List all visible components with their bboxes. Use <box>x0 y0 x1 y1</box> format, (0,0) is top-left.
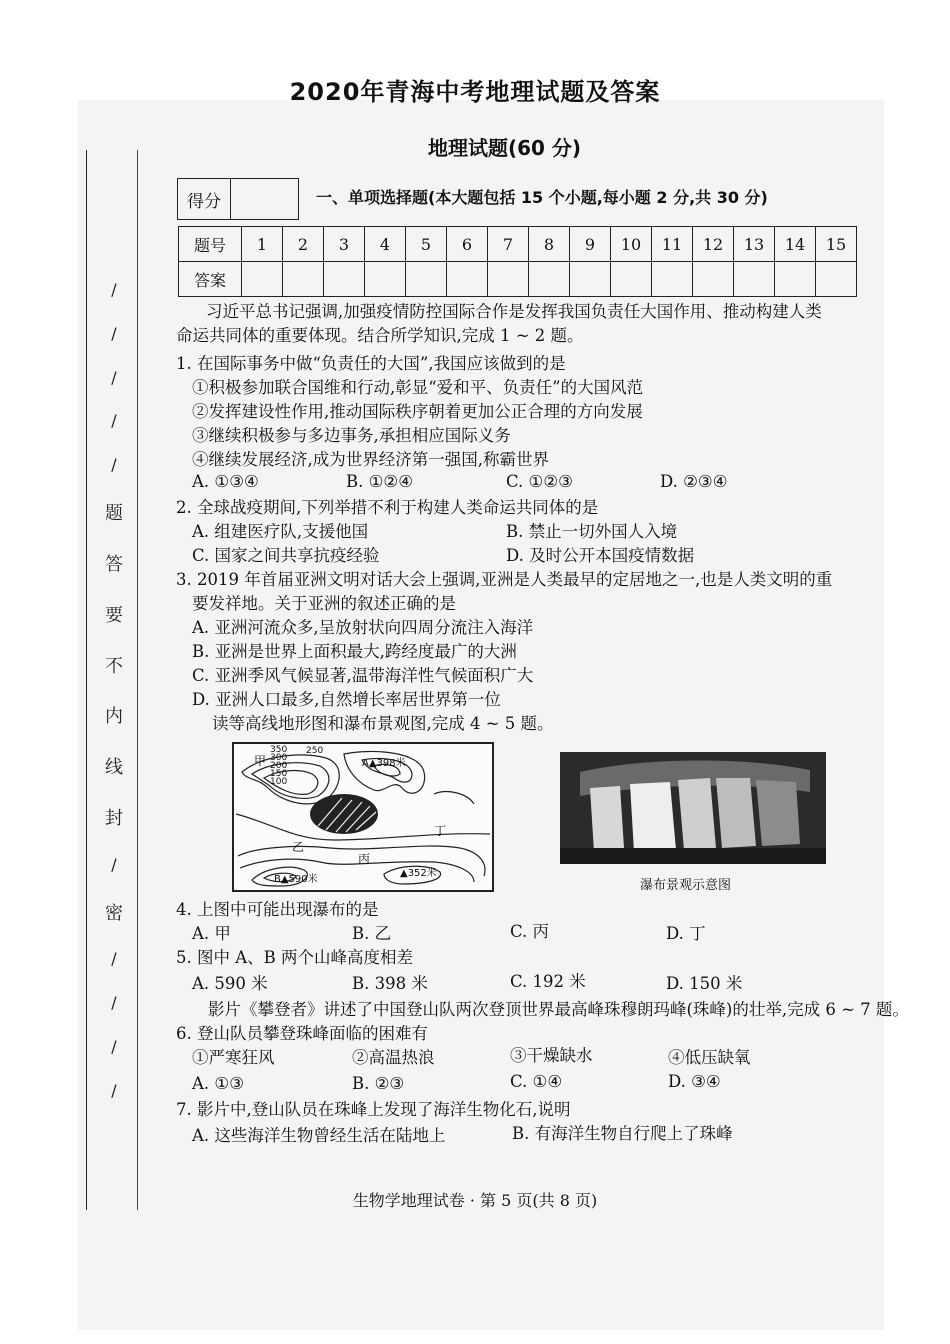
answer-cell[interactable] <box>693 262 734 297</box>
waterfall-stream <box>678 778 716 850</box>
q3-option-b[interactable]: B. 亚洲是世界上面积最大,跨经度最广的大洲 <box>192 642 517 661</box>
q5-stem: 5. 图中 A、B 两个山峰高度相差 <box>176 948 414 967</box>
q6-option-c[interactable]: C. ①④ <box>510 1072 563 1091</box>
seal-char: 答 <box>105 553 123 575</box>
photo-caption: 瀑布景观示意图 <box>640 878 732 893</box>
q1-option-d[interactable]: D. ②③④ <box>660 472 728 491</box>
seal-line-outer <box>86 150 87 1210</box>
seal-char: 题 <box>105 503 123 525</box>
contour-value: 150 <box>270 769 288 779</box>
score-label: 得分 <box>178 179 231 219</box>
seal-slash: / <box>111 280 117 299</box>
q2-stem: 2. 全球战疫期间,下列举措不利于构建人类命运共同体的是 <box>176 498 599 517</box>
intro-6-7: 影片《攀登者》讲述了中国登山队两次登顶世界最高峰珠穆朗玛峰(珠峰)的壮举,完成 6 ~ 7 题。 <box>208 1000 909 1019</box>
answer-cell[interactable] <box>242 262 283 297</box>
q4-option-d[interactable]: D. 丁 <box>666 924 706 943</box>
intro-1-2-line2: 命运共同体的重要体现。结合所学知识,完成 1 ~ 2 题。 <box>176 326 584 345</box>
q3-stem-line2: 要发祥地。关于亚洲的叙述正确的是 <box>192 594 456 613</box>
contour-map <box>232 742 494 892</box>
q1-stem: 1. 在国际事务中做“负责任的大国”,我国应该做到的是 <box>176 354 566 373</box>
answer-cell[interactable] <box>365 262 406 297</box>
answer-cell[interactable] <box>283 262 324 297</box>
q3-stem-line1: 3. 2019 年首届亚洲文明对话大会上强调,亚洲是人类最早的定居地之一,也是人类文明的重 <box>176 570 833 589</box>
question-number-cell: 15 <box>816 227 857 262</box>
answer-cell[interactable] <box>488 262 529 297</box>
waterfall-photo <box>560 752 826 864</box>
answer-table <box>178 226 857 297</box>
waterfall-stream <box>590 786 624 852</box>
question-number-cell: 5 <box>406 227 447 262</box>
answer-cell[interactable] <box>611 262 652 297</box>
page-footer: 生物学地理试卷 · 第 5 页(共 8 页) <box>352 1191 598 1210</box>
question-number-cell: 1 <box>242 227 283 262</box>
answer-cell[interactable] <box>734 262 775 297</box>
q1-item-2: ②发挥建设性作用,推动国际秩序朝着更加公正合理的方向发展 <box>192 402 643 421</box>
contour-value: 100 <box>270 777 288 787</box>
q6-item-4: ④低压缺氧 <box>668 1048 751 1067</box>
seal-slash: / <box>111 1080 117 1100</box>
peak-b-label: B▲590米 <box>274 874 318 885</box>
q1-option-b[interactable]: B. ①②④ <box>346 472 413 491</box>
q7-option-a[interactable]: A. 这些海洋生物曾经生活在陆地上 <box>192 1126 446 1145</box>
seal-char: 内 <box>105 706 123 728</box>
contour-line <box>434 792 474 804</box>
q5-option-d[interactable]: D. 150 米 <box>666 974 743 993</box>
contour-value: 200 <box>270 761 288 771</box>
seal-slash: / <box>111 949 117 969</box>
q1-item-3: ③继续积极参与多边事务,承担相应国际义务 <box>192 426 511 445</box>
map-label-jia: 甲 <box>254 754 267 768</box>
answer-cell[interactable] <box>406 262 447 297</box>
answer-cell[interactable] <box>570 262 611 297</box>
waterfall-stream <box>756 780 800 846</box>
q6-option-d[interactable]: D. ③④ <box>668 1072 721 1091</box>
q6-item-3: ③干燥缺水 <box>510 1046 593 1065</box>
peak-352-label: ▲352米 <box>400 868 437 879</box>
seal-char: 密 <box>105 902 123 924</box>
q4-option-b[interactable]: B. 乙 <box>352 924 392 943</box>
q7-option-b[interactable]: B. 有海洋生物自行爬上了珠峰 <box>512 1124 733 1143</box>
seal-slash: / <box>111 993 117 1013</box>
question-number-cell: 2 <box>283 227 324 262</box>
q1-option-a[interactable]: A. ①③④ <box>192 472 259 491</box>
answer-table-number-row <box>179 227 857 262</box>
question-number-cell: 10 <box>611 227 652 262</box>
score-field[interactable] <box>231 179 298 219</box>
seal-slash: / <box>111 455 117 475</box>
score-box <box>177 178 299 220</box>
q6-item-2: ②高温热浪 <box>352 1048 435 1067</box>
answer-cell[interactable] <box>816 262 857 297</box>
map-label-yi: 乙 <box>292 840 305 854</box>
question-number-cell: 14 <box>775 227 816 262</box>
q1-option-c[interactable]: C. ①②③ <box>506 472 573 491</box>
answer-cell[interactable] <box>775 262 816 297</box>
contour-value: 250 <box>306 746 324 756</box>
document-title: 2020年青海中考地理试题及答案 <box>289 78 661 106</box>
question-number-cell: 7 <box>488 227 529 262</box>
q4-option-c[interactable]: C. 丙 <box>510 922 550 941</box>
seal-line-inner <box>137 150 138 1210</box>
contour-value: 300 <box>270 753 288 763</box>
q3-option-c[interactable]: C. 亚洲季风气候显著,温带海洋性气候面积广大 <box>192 666 534 685</box>
contour-value-labels <box>270 746 287 786</box>
q1-item-1: ①积极参加联合国维和行动,彰显“爱和平、负责任”的大国风范 <box>192 378 644 397</box>
q4-option-a[interactable]: A. 甲 <box>192 924 231 943</box>
q3-option-d[interactable]: D. 亚洲人口最多,自然增长率居世界第一位 <box>192 690 501 709</box>
answer-table-answer-row <box>179 262 857 297</box>
q2-option-d[interactable]: D. 及时公开本国疫情数据 <box>506 546 695 565</box>
question-number-cell: 11 <box>652 227 693 262</box>
seal-margin <box>96 280 132 1100</box>
question-number-cell: 12 <box>693 227 734 262</box>
question-number-cell: 3 <box>324 227 365 262</box>
q3-option-a[interactable]: A. 亚洲河流众多,呈放射状向四周分流注入海洋 <box>192 618 534 637</box>
map-label-ding: 丁 <box>434 824 447 838</box>
number-row-label: 题号 <box>179 227 242 262</box>
contour-value: 350 <box>270 745 288 755</box>
question-number-cell: 6 <box>447 227 488 262</box>
question-number-cell: 8 <box>529 227 570 262</box>
answer-cell[interactable] <box>529 262 570 297</box>
q7-stem: 7. 影片中,登山队员在珠峰上发现了海洋生物化石,说明 <box>176 1100 571 1119</box>
q2-option-a[interactable]: A. 组建医疗队,支援他国 <box>192 522 369 541</box>
q5-option-b[interactable]: B. 398 米 <box>352 974 428 993</box>
seal-slash: / <box>111 367 117 387</box>
seal-slash: / <box>111 854 117 874</box>
answer-row-label: 答案 <box>179 262 242 297</box>
question-number-cell: 9 <box>570 227 611 262</box>
q1-item-4: ④继续发展经济,成为世界经济第一强国,称霸世界 <box>192 450 549 469</box>
q6-stem: 6. 登山队员攀登珠峰面临的困难有 <box>176 1024 428 1043</box>
hatched-area <box>310 794 378 834</box>
question-number-cell: 4 <box>365 227 406 262</box>
seal-slash: / <box>111 411 117 431</box>
seal-char: 不 <box>105 655 123 677</box>
question-number-cell: 13 <box>734 227 775 262</box>
intro-4-5: 读等高线地形图和瀑布景观图,完成 4 ~ 5 题。 <box>212 714 554 733</box>
seal-char: 线 <box>105 757 123 779</box>
answer-cell[interactable] <box>652 262 693 297</box>
intro-1-2-line1: 习近平总书记强调,加强疫情防控国际合作是发挥我国负责任大国作用、推动构建人类 <box>206 302 822 321</box>
map-label-bing: 丙 <box>358 852 371 866</box>
waterfall-stream <box>716 778 756 848</box>
q6-item-1: ①严寒狂风 <box>192 1048 275 1067</box>
seal-char: 要 <box>105 604 123 626</box>
peak-a-label: A▲398米 <box>362 758 406 769</box>
waterfall-stream <box>630 782 676 852</box>
section-title: 地理试题(60 分) <box>428 136 582 160</box>
q2-option-b[interactable]: B. 禁止一切外国人入境 <box>506 522 678 541</box>
q2-option-c[interactable]: C. 国家之间共享抗疫经验 <box>192 546 380 565</box>
q5-option-c[interactable]: C. 192 米 <box>510 972 586 991</box>
seal-char: 封 <box>105 807 123 829</box>
q4-stem: 4. 上图中可能出现瀑布的是 <box>176 900 379 919</box>
seal-slash: / <box>111 323 117 343</box>
seal-slash: / <box>111 1037 117 1056</box>
q5-option-a[interactable]: A. 590 米 <box>192 974 268 993</box>
pool <box>560 848 826 864</box>
q6-option-b[interactable]: B. ②③ <box>352 1074 405 1093</box>
answer-cell[interactable] <box>447 262 488 297</box>
part1-title: 一、单项选择题(本大题包括 15 个小题,每小题 2 分,共 30 分) <box>316 188 768 207</box>
answer-cell[interactable] <box>324 262 365 297</box>
q6-option-a[interactable]: A. ①③ <box>192 1074 244 1093</box>
